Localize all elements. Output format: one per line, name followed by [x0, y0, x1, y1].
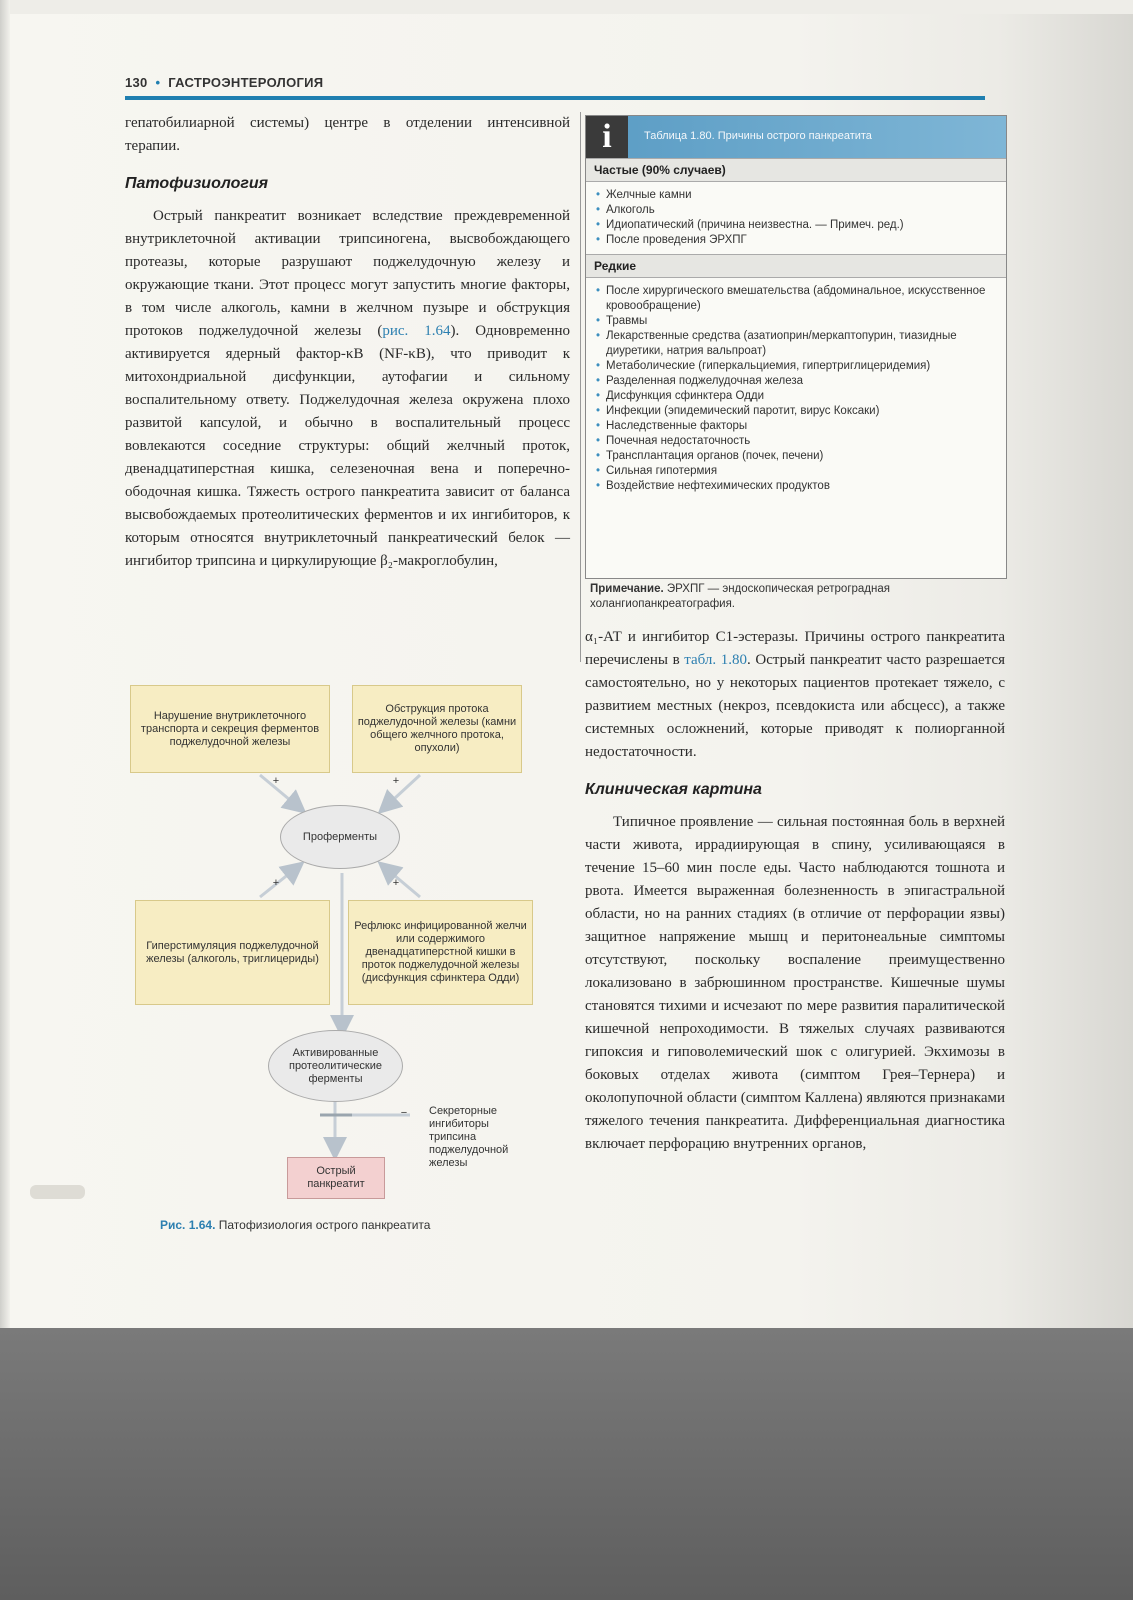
list-item: • Трансплантация органов (почек, печени) — [596, 449, 996, 464]
box-hyperstimulation: Гиперстимуляция поджелудочной железы (алкоголь, триглицериды) — [135, 900, 330, 1005]
paragraph-text: . Острый панкреатит часто разрешается самостоятельно, но у некоторых пациентов протекает тяжело, с развитием местных (некроз, псевдокиста или абсцесс), а также системных осложнений, которые приводят к полиорганной недостаточности. — [585, 652, 1005, 760]
note-label: Примечание. — [590, 583, 664, 595]
table-reference-link[interactable]: табл. 1.80 — [684, 652, 748, 668]
plus-sign: + — [272, 876, 280, 889]
minus-sign: − — [400, 1106, 408, 1119]
binding-shadow — [0, 0, 10, 1328]
page-number: 130 — [125, 75, 148, 90]
activated-enzymes-node: Активированные протеолитические ферменты — [268, 1030, 403, 1102]
scan-smear — [30, 1185, 85, 1199]
common-causes-list — [586, 182, 1006, 254]
section-heading-pathophysiology: Патофизиология — [125, 175, 269, 192]
note-text: ЭРХПГ — эндоскопическая ретроградная холангиопанкреатография. — [590, 583, 890, 610]
causes-paragraph — [585, 626, 1005, 764]
box-reflux: Рефлюкс инфицированной желчи или содержимого двенадцатиперстной кишки в проток поджелудочной железы (дисфункция сфинктера Одди) — [348, 900, 533, 1005]
list-item: • Наследственные факторы — [596, 419, 996, 434]
caption-text: Патофизиология острого панкреатита — [218, 1218, 431, 1232]
plus-sign: + — [392, 774, 400, 787]
table-header — [586, 116, 1006, 158]
table-section-rare: Редкие — [586, 254, 1006, 278]
paragraph-text: Острый панкреатит возникает вследствие преждевременной внутриклеточной активации трипсиногена, высвобождающего протеазы, которые разрушают поджелудочную железу и окружающие ткани. Этот процесс могут запустить многие факторы, в том числе алкоголь, камни в желчном пузыре и обструкция протоков поджелудочной железы ( — [125, 208, 570, 339]
chapter-title: ГАСТРОЭНТЕРОЛОГИЯ — [168, 75, 324, 90]
pathophysiology-paragraph — [125, 205, 570, 573]
acute-pancreatitis-node: Острый панкреатит — [287, 1157, 385, 1199]
list-item: • Алкоголь — [596, 203, 996, 218]
plus-sign: + — [392, 876, 400, 889]
list-item: • После проведения ЭРХПГ — [596, 233, 996, 248]
rare-causes-list — [586, 278, 1006, 500]
left-column — [125, 112, 570, 573]
table-section-common: Частые (90% случаев) — [586, 158, 1006, 182]
list-item: • Инфекции (эпидемический паротит, вирус Коксаки) — [596, 404, 996, 419]
clinical-paragraph: Типичное проявление — сильная постоянная боль в верхней части живота, иррадиирующая в спину, усиливающаяся в течение 15–60 мин после еды. Часто наблюдаются тошнота и рвота. Имеется выраженная болезненность в эпигастральной области, но на ранних стадиях (в отличие от перфорации язвы) защитное напряжение мышц и перитонеальные симптомы отсутствуют, поскольку воспаление преимущественно локализовано в забрюшинном пространстве. Кишечные шумы становятся тихими и исчезают по мере развития паралитической кишечной непроходимости. В тяжелых случаях развиваются гипоксия и гиповолемический шок с олигурией. Экхимозы в боковых отделах живота (симптом Грея–Тернера) и околопупочной области (симптом Каллена) являются признаками тяжелого течения панкреатита. Дифференциальная диагностика включает перфорацию внутренних органов, — [585, 814, 1006, 1152]
right-column — [585, 626, 1005, 1156]
box-transport-disorder: Нарушение внутриклеточного транспорта и секреция ферментов поджелудочной железы — [130, 685, 330, 773]
paragraph-text: α₁-АТ и ингибитор C1-эстеразы. Причины острого панкреатита перечислены в — [585, 629, 1005, 668]
scanner-background — [0, 1328, 1133, 1600]
paragraph-text: ). Одновременно активируется ядерный фактор-κB (NF-κB), что приводит к митохондриальной дисфункции, аутофагии и сильному воспалительному ответу. Поджелудочная железа окружена плохо развитой капсулой, и обычно в воспалительный процесс вовлекаются соседние структуры: общий желчный проток, двенадцатиперстная кишка, селезеночная вена и поперечно-ободочная кишка. Тяжесть острого панкреатита зависит от баланса высвобождаемых протеолитических ферментов и их ингибиторов, к которым относятся внутриклеточный панкреатический белок — ингибитор трипсина и циркулирующие β₂-макроглобулин, — [125, 323, 571, 569]
list-item: • Воздействие нефтехимических продуктов — [596, 479, 996, 494]
list-item: • После хирургического вмешательства (абдоминальное, искусственное кровообращение) — [596, 284, 996, 314]
list-item: • Сильная гипотермия — [596, 464, 996, 479]
header-separator: • — [155, 75, 161, 90]
column-divider — [580, 112, 581, 662]
list-item: • Лекарственные средства (азатиоприн/меркаптопурин, тиазидные диуретики, натрия вальпроат) — [596, 329, 996, 359]
header-rule — [125, 96, 985, 100]
list-item: • Травмы — [596, 314, 996, 329]
pathophysiology-figure — [120, 675, 560, 1215]
list-item: • Метаболические (гиперкальциемия, гипертриглицеридемия) — [596, 359, 996, 374]
box-duct-obstruction: Обструкция протока поджелудочной железы (камни общего желчного протока, опухоли) — [352, 685, 522, 773]
causes-table — [585, 115, 1007, 579]
figure-caption — [160, 1218, 430, 1232]
plus-sign: + — [272, 774, 280, 787]
section-heading-clinical: Клиническая картина — [585, 781, 762, 798]
secretory-inhibitors-label: Секреторные ингибиторы трипсина поджелудочной железы — [429, 1105, 509, 1169]
info-icon: i — [586, 116, 628, 158]
page-top-edge — [0, 0, 1133, 14]
proenzymes-node: Проферменты — [280, 805, 400, 869]
list-item: • Идиопатический (причина неизвестна. — Примеч. ред.) — [596, 218, 996, 233]
list-item: • Дисфункция сфинктера Одди — [596, 389, 996, 404]
list-item: • Разделенная поджелудочная железа — [596, 374, 996, 389]
list-item: • Почечная недостаточность — [596, 434, 996, 449]
table-title: Таблица 1.80. Причины острого панкреатита — [644, 130, 872, 142]
running-head — [125, 75, 323, 90]
list-item: • Желчные камни — [596, 188, 996, 203]
table-note — [590, 582, 1000, 612]
intro-paragraph: гепатобилиарной системы) центре в отделении интенсивной терапии. — [125, 115, 570, 154]
figure-reference-link[interactable]: рис. 1.64 — [382, 323, 451, 339]
caption-label: Рис. 1.64. — [160, 1218, 216, 1232]
